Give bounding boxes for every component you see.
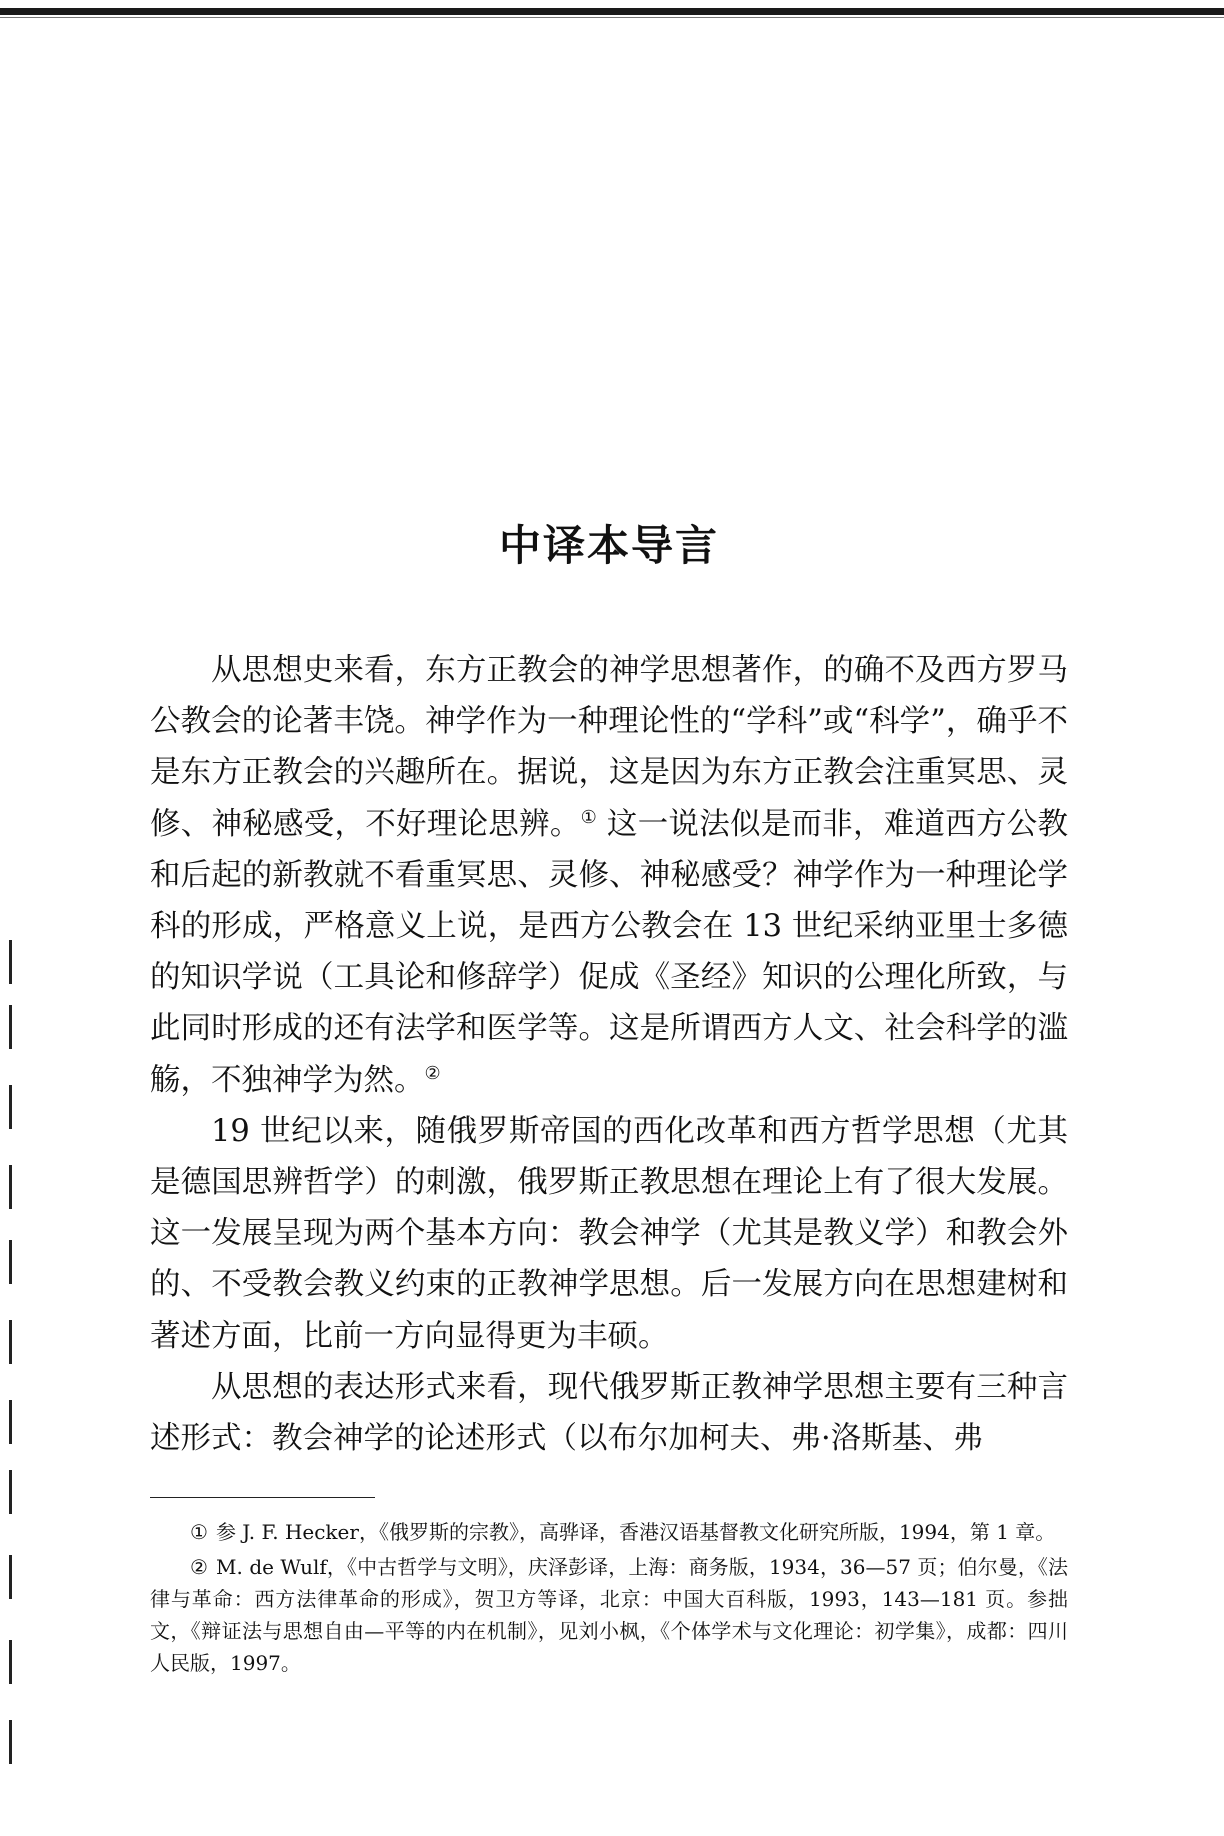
paragraph-1 bbox=[150, 645, 1068, 1106]
footnote-2-text: M. de Wulf，《中古哲学与文明》，庆泽彭译，上海：商务版，1934，36—57 页；伯尔曼，《法律与革命：西方法律革命的形成》，贺卫方等译，北京：中国大百科版，1993，143—181 页。参拙文，《辩证法与思想自由—平等的内在机制》，见刘小枫，《个体学术与文化理论：初学集》，成都：四川人民版，1997。 bbox=[150, 1555, 1068, 1675]
margin-mark bbox=[9, 1320, 12, 1364]
paragraph-1-text-a: 从思想史来看，东方正教会的神学思想著作，的确不及西方罗马公教会的论著丰饶。神学作为一种理论性的“学科”或“科学”，确乎不是东方正教会的兴趣所在。据说，这是因为东方正教会注重冥思、灵修、神秘感受，不好理论思辨。 bbox=[150, 653, 1068, 842]
footnote-ref-1[interactable]: ① bbox=[580, 806, 597, 828]
margin-mark bbox=[9, 1470, 12, 1514]
margin-mark bbox=[9, 1555, 12, 1599]
footnote-2-mark: ② bbox=[190, 1555, 209, 1579]
footnotes bbox=[150, 1516, 1068, 1682]
main-text bbox=[150, 645, 1068, 1464]
footnote-separator bbox=[150, 1497, 375, 1498]
page-title: 中译本导言 bbox=[498, 521, 719, 571]
margin-mark bbox=[9, 1400, 12, 1444]
margin-mark bbox=[9, 1720, 12, 1764]
top-border-rule bbox=[0, 8, 1224, 15]
footnote-1-text: 参 J. F. Hecker，《俄罗斯的宗教》，高骅译，香港汉语基督教文化研究所版，1994，第 1 章。 bbox=[215, 1520, 1056, 1544]
margin-mark bbox=[9, 1085, 12, 1129]
footnote-2 bbox=[150, 1551, 1068, 1679]
margin-mark bbox=[9, 1240, 12, 1284]
margin-mark bbox=[9, 1005, 12, 1049]
footnote-ref-2[interactable]: ② bbox=[424, 1062, 441, 1084]
paragraph-2: 19 世纪以来，随俄罗斯帝国的西化改革和西方哲学思想（尤其是德国思辨哲学）的刺激，俄罗斯正教思想在理论上有了很大发展。这一发展呈现为两个基本方向：教会神学（尤其是教义学）和教会外的、不受教会教义约束的正教神学思想。后一发展方向在思想建树和著述方面，比前一方向显得更为丰硕。 bbox=[150, 1113, 1068, 1354]
margin-mark bbox=[9, 940, 12, 984]
margin-mark bbox=[9, 1640, 12, 1684]
top-border-thin-rule bbox=[0, 17, 1224, 18]
paragraph-3: 从思想的表达形式来看，现代俄罗斯正教神学思想主要有三种言述形式：教会神学的论述形式（以布尔加柯夫、弗·洛斯基、弗 bbox=[150, 1369, 1068, 1457]
footnote-1-mark: ① bbox=[190, 1520, 208, 1544]
margin-mark bbox=[9, 1165, 12, 1209]
footnote-1 bbox=[150, 1516, 1068, 1548]
paragraph-1-text-b: 这一说法似是而非，难道西方公教和后起的新教就不看重冥思、灵修、神秘感受？神学作为一种理论学科的形成，严格意义上说，是西方公教会在 13 世纪采纳亚里士多德的知识学说（工具论和修辞学）促成《圣经》知识的公理化所致，与此同时形成的还有法学和医学等。这是所谓西方人文、社会科学的滥觞，不独神学为然。 bbox=[150, 806, 1069, 1098]
